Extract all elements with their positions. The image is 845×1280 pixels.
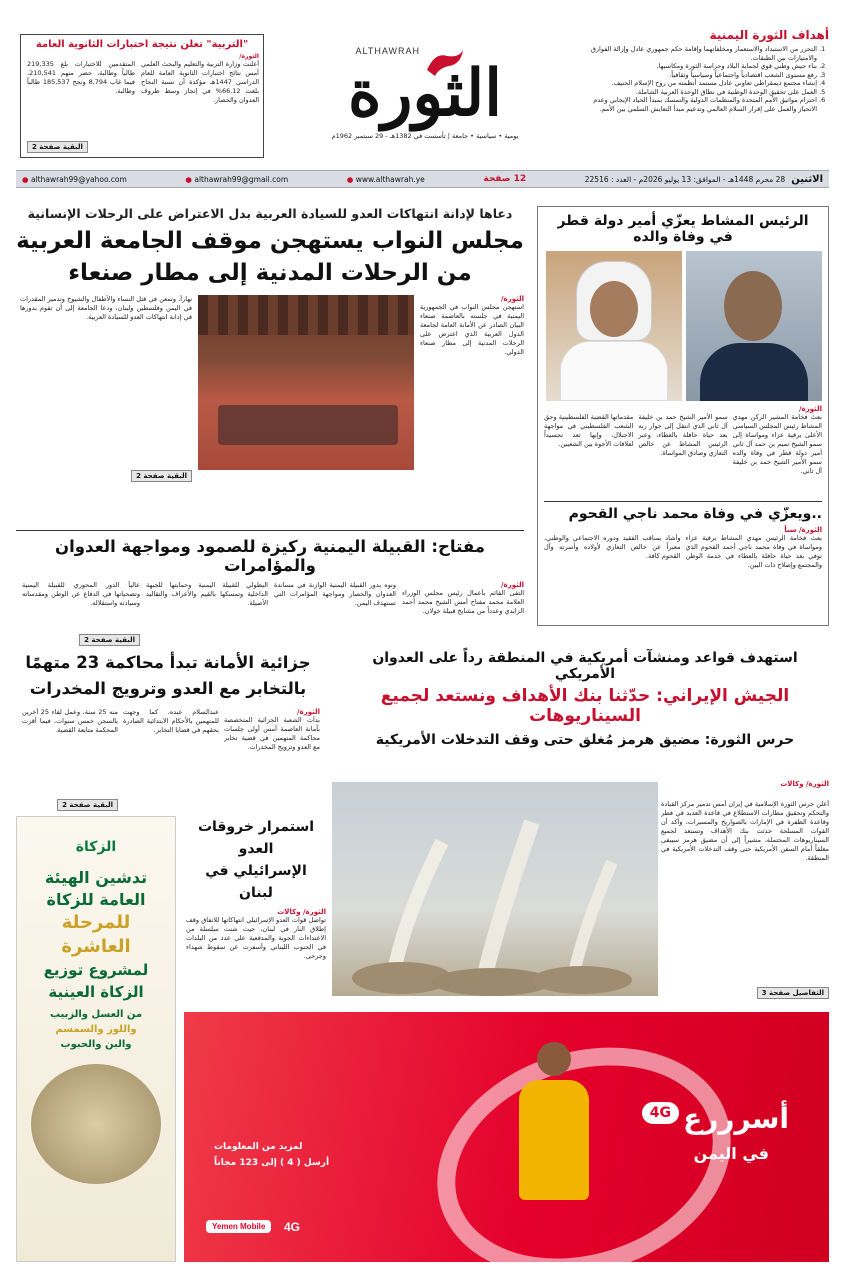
iran-subheadline: حرس الثورة: مضيق هرمز مُغلق حتى وقف التدخلات الأمريكية [375,732,795,748]
revolution-goals-box [581,28,829,156]
email-link[interactable]: ● althawrah99@gmail.com [185,174,289,184]
ad-info: أرسل ( 4 ) إلى 123 مجاناً [214,1158,330,1168]
missiles-photo [332,782,658,996]
condolence-tag: الثورة/ [799,405,822,413]
president-photo [686,251,822,401]
mail-icon: ● [22,174,29,184]
lead-kicker: دعاها لإدانة انتهاكات العدو للسيادة العربية بدل الاعتراض على الرحلات الإنسانية [27,206,513,221]
lebanon-headline: الإسرائيلي في لبنان [205,863,307,901]
condolence-text: بعث فخامة المشير الركن مهدي المشاط رئيس المجلس السياسي الأعلى برقية عزاء ومواساة إلى سمو الشيخ تميم بن حمد آل ثاني أمير دولة قطر في وفاة والده سمو الأمير الشيخ حمد بن خليفة آل ثاني. [732,413,822,475]
ad-badge-4g: 4G [642,1102,679,1124]
condolence-sub-text: وأشاد بمناقب الفقيد ودوره الاجتماعي والوطني، معبراً عن خالص التعازي لأولاده وأسرته وآل القحوم كافة. [544,534,681,560]
zakat-logo: الزكاة [75,839,117,855]
zakat-line: العاشرة [61,936,131,957]
condolence-sub-text: بعث فخامة الرئيس مهدي المشاط برقية عزاء ومواساة في وفاة محمد ناجي أحمد القحوم الذي توفي بعد حياة حافلة بالعطاء في خدمة الوطن والمجتمع وإصلاح ذات البين. [685,534,822,569]
lead-text: نهاراً، وتمعن في قتل النساء والأطفال والشيوخ وتدمير المقدرات في اليمن وفلسطين ولبنان، ودعا الجامعة إلى أن تقوم بدورها في إدانة انتهاكات العدو للسيادة العربية. [20,295,192,321]
iran-text: أعلن حرس الثورة الإسلامية في إيران أمس تدمير مركز القيادة والتحكم وتحقيق مطارات الاستطلاع في قاعدة العديد في قطر وقاعدة الظفرة في الإمارات بالصواريخ والمسيرات، وأكد أن القوات المسلحة حدثت بنك الأهداف وتستعد لجميع السيناريوهات المحتملة، مشيراً إلى أن مضيق هرمز سيبقى مغلقاً أمام السفن الأمريكية حتى وقف التدخلات الأمريكية في المنطقة. [661,800,829,862]
zakat-ad [16,816,176,1262]
condolence-text: مقدماتها القضية الفلسطينية وحق الشعب الفلسطيني في مواجهة الاحتلال، وإنها تعد تجسيداً لعلاقات الأخوة بين الشعبين. [544,413,634,448]
ad-brand: Yemen Mobile [206,1220,271,1233]
zakat-line: الزكاة العينية [48,983,144,1001]
newspaper-logo [275,36,575,146]
meftah-story [16,530,524,644]
goal-item: 1. التحرر من الاستبداد والاستعمار ومخلفاتهما وإقامة حكم جمهوري عادل وإزالة الفوارق والامتيازات بين الطبقات. [581,45,817,62]
email-link[interactable]: ● althawrah99@yahoo.com [22,174,127,184]
masthead [0,0,845,168]
iran-kicker: استهدف قواعد ومنشآت أمريكية في المنطقة رداً على العدوان الأمريكي [372,650,798,682]
zakat-line: من العسل والزبيب [49,1009,143,1020]
condolence-sub-tag: الثورة/ سبأ [784,526,822,534]
ad-info: لمزيد من المعلومات [214,1142,303,1152]
logo-text: الثورة [347,56,503,131]
court-story [16,650,320,812]
zakat-line: العامة للزكاة [46,890,146,909]
promo-text: أعلنت وزارة التربية والتعليم والبحث العلمي أمس نتائج اختبارات الثانوية العامة للعام الدراسي 1447هـ مؤكدة أن نسبة النجاح بلغت 66.12% في إنجاز وسط ظروف العدوان والحصار. [141,60,259,104]
lead-headline: مجلس النواب يستهجن موقف الجامعة العربية [16,228,524,254]
zakat-line: تدشين الهيئة [44,868,148,887]
issue-date: 28 محرم 1448هـ - الموافق: 13 يوليو 2026م - العدد : 22516 [584,174,786,184]
lead-text: استهجن مجلس النواب في الجمهورية اليمنية في جلسته بالعاصمة صنعاء البيان الصادر عن الأمانة العامة لجامعة الدول العربية الذي اعترض على الرحلات المدنية إلى مطار صنعاء الدولي. [420,303,524,356]
goals-title: أهداف الثورة اليمنية [709,28,829,42]
ad-title: أسرررع [683,1102,789,1135]
emir-photo [546,251,682,401]
goal-item: 6. احترام مواثيق الأمم المتحدة والمنظمات الدولية والتمسك بمبدأ الحياد الإيجابي وعدم الانحياز والعمل على إقرار السلام العالمي وتدعيم مبدأ التعايش السلمي بين الأمم. [581,96,817,113]
logo-latin: ALTHAWRAH [355,46,420,56]
condolence-headline: الرئيس المشاط يعزّي أمير دولة قطر في وفاة والده [557,213,809,245]
yemen-mobile-ad [184,1012,829,1262]
more-link[interactable]: التفاصيل صفحة 3 [757,987,829,999]
more-link[interactable]: البقية صفحة 2 [57,799,118,811]
iran-tag: الثورة/ وكالات [780,780,829,788]
lead-story [16,206,524,528]
promo-title: "التربية" تعلن نتيجة اختبارات الثانوية العامة [35,39,249,50]
meftah-text: ونوه بدور القبيلة اليمنية الوازنة في مساندة العدوان والحصار ومواجهة المؤامرات التي تستهدف اليمن. [274,581,396,607]
zakat-line: للمرحلة [61,912,131,933]
iran-text-full [661,800,829,996]
court-text: منه 25 سنة، وعمل لقاء 25 أخرين بالسجن خمس سنوات، فيما أقرت المحكمة متابعة القضية. [22,708,118,734]
promo-text: المتقدمين للاختبارات بلغ 219,335 طالباً وطالبة، حضر منهم 210,541، فيما غاب 8,794 ونجح 185,537 طالباً وطالبة. [27,60,135,95]
court-text: عبدالسلام عبده، كما وجهت للمتهمين بالأحكام الابتدائية الصادرة بحقهم في قضايا التخابر. [123,708,219,734]
court-text: بدأت الشعبة الجزائية المتخصصة بأمانة العاصمة أمس أولى جلسات محاكمة المتهمين في قضية تخابر مع العدو وترويج المخدرات. [224,716,320,751]
meftah-text: التقى القائم بأعمال رئيس مجلس الوزراء العلامة محمد مفتاح أمس الشيخ محمد أحمد الزايدي وعدداً من مشايخ قبيلة خولان. [402,589,524,615]
ad-person [514,1042,594,1212]
goal-item: 4. إنشاء مجتمع ديمقراطي تعاوني عادل مستمد أنظمته من روح الإسلام الحنيف. [581,79,817,88]
court-tag: الثورة/ [297,708,320,716]
meftah-text: البطولي للقبيلة اليمنية وحمايتها للجبهة الداخلية وتمسكها بالقيم والأعراف والتقاليد الأصيلة. [146,581,268,607]
meftah-headline: مفتاح: القبيلة اليمنية ركيزة للصمود ومواجهة العدوان والمؤامرات [55,537,485,575]
goal-item: 5. العمل على تحقيق الوحدة الوطنية في نطاق الوحدة العربية الشاملة. [581,88,817,97]
court-headline: بالتخابر مع العدو وترويج المخدرات [29,679,307,698]
globe-icon: ● [346,174,354,184]
zakat-products-image [31,1064,161,1184]
ad-4g-logo: 4G [284,1220,301,1234]
lebanon-tag: الثورة/ وكالات [277,908,326,916]
zakat-line: والبن والحبوب [60,1039,132,1050]
iran-headline: الجيش الإيراني: حدّثنا بنك الأهداف ونستعد لجميع السيناريوهات [380,686,790,726]
meftah-tag: الثورة/ [501,581,524,589]
goal-item: 2. بناء جيش وطني قوي لحماية البلاد وحراسة الثورة ومكاسبها. [581,62,817,71]
condolence-subheadline: ..ويعزّي في وفاة محمد ناجي القحوم [568,506,822,522]
divider [544,501,822,502]
lebanon-story [186,816,326,996]
meftah-text: عالياً الدور المحوري للقبيلة اليمنية وتضحياتها في الدفاع عن الوطن ومقدساته وسيادته واستقلاله. [22,581,140,607]
divider [16,530,524,531]
promo-tag: الثورة/ [239,53,259,60]
lead-headline: من الرحلات المدنية إلى مطار صنعاء [68,260,472,286]
page-count: 12 صفحة [483,174,527,184]
more-link[interactable]: البقية صفحة 2 [79,634,140,646]
condolence-text: سمو الأمير الشيخ حمد بن خليفة آل ثاني الذي انتقل إلى جوار ربه بعد حياة حافلة بالعطاء، وعبر الرئيس المشاط عن خالص التعازي وصادق المواساة. [638,413,728,457]
more-link[interactable]: البقية صفحة 2 [131,470,192,482]
info-bar [16,170,829,188]
ad-subtitle: في اليمن [693,1144,769,1163]
issue-day: الاثنين [791,173,823,185]
parliament-photo [198,295,414,470]
goals-list [581,45,829,113]
results-promo-box [20,34,264,158]
lead-tag: الثورة/ [501,295,524,303]
more-link[interactable]: البقية صفحة 2 [27,141,88,153]
condolence-box [537,206,829,626]
zakat-line: لمشروع توزيع [43,961,149,979]
lebanon-text: تواصل قوات العدو الإسرائيلي انتهاكاتها للاتفاق وقف إطلاق النار في لبنان، حيث شنت سلسلة من الاعتداءات الجوية والمدفعية على عدد من البلدات في الجنوب اللبناني وأسفرت عن سقوط شهداء وجرحى. [186,916,326,960]
website-link[interactable]: ● www.althawrah.ye [346,174,425,184]
mail-icon: ● [185,174,192,184]
lebanon-headline: استمرار خروقات العدو [197,819,315,857]
logo-subtitle: يومية • سياسية • جامعة | تأسست في 1382هـ - 29 سبتمبر 1962م [331,132,519,140]
goal-item: 3. رفع مستوى الشعب اقتصادياً واجتماعياً وسياسياً وثقافياً. [581,71,817,80]
court-headline: جزائية الأمانة تبدأ محاكمة 23 متهمًا [25,653,311,672]
zakat-line: واللوز والسمسم [55,1024,137,1035]
